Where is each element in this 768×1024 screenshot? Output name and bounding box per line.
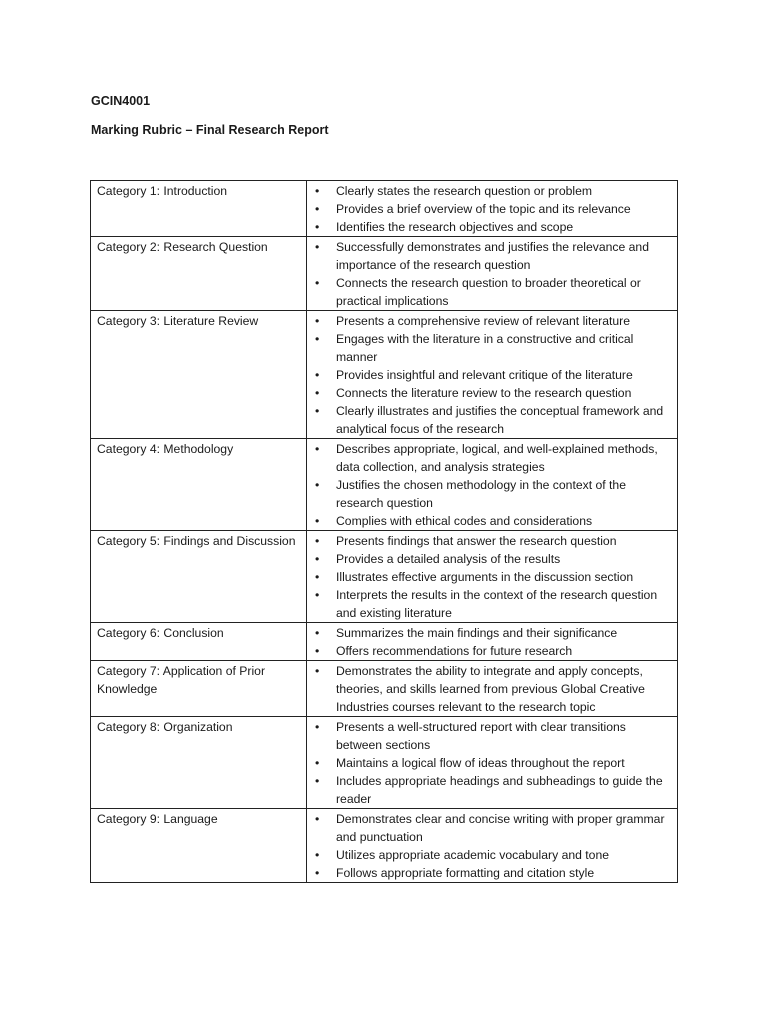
criteria-list bbox=[313, 532, 671, 622]
document-title: Marking Rubric – Final Research Report bbox=[91, 123, 329, 137]
criteria-item bbox=[313, 200, 671, 218]
rubric-category-label: Category 7: Application of Prior Knowledge bbox=[97, 664, 266, 696]
criteria-item bbox=[313, 274, 671, 310]
criteria-list bbox=[313, 238, 671, 310]
rubric-category-label: Category 5: Findings and Discussion bbox=[97, 534, 296, 548]
criteria-item bbox=[313, 182, 671, 200]
rubric-category-cell bbox=[91, 717, 307, 809]
criteria-item bbox=[313, 512, 671, 530]
criteria-text: Provides a brief overview of the topic and its relevance bbox=[336, 202, 631, 216]
rubric-category-cell bbox=[91, 439, 307, 531]
rubric-row bbox=[91, 439, 678, 531]
rubric-category-label: Category 1: Introduction bbox=[97, 184, 228, 198]
criteria-text: Clearly illustrates and justifies the conceptual framework and analytical focus of the research bbox=[336, 404, 664, 436]
rubric-criteria-cell bbox=[307, 181, 678, 237]
bullet-icon: • bbox=[315, 812, 320, 826]
rubric-category-cell bbox=[91, 623, 307, 661]
criteria-item bbox=[313, 218, 671, 236]
bullet-icon: • bbox=[315, 386, 320, 400]
bullet-icon: • bbox=[315, 314, 320, 328]
criteria-item bbox=[313, 586, 671, 622]
criteria-text: Connects the research question to broader theoretical or practical implications bbox=[336, 276, 641, 308]
criteria-text: Complies with ethical codes and considerations bbox=[336, 514, 593, 528]
criteria-text: Summarizes the main findings and their significance bbox=[336, 626, 618, 640]
criteria-text: Presents a comprehensive review of relevant literature bbox=[336, 314, 630, 328]
bullet-icon: • bbox=[315, 202, 320, 216]
bullet-icon: • bbox=[315, 220, 320, 234]
criteria-item bbox=[313, 440, 671, 476]
bullet-icon: • bbox=[315, 588, 320, 602]
rubric-criteria-cell bbox=[307, 717, 678, 809]
criteria-item bbox=[313, 312, 671, 330]
criteria-item bbox=[313, 718, 671, 754]
criteria-text: Follows appropriate formatting and citation style bbox=[336, 866, 595, 880]
criteria-item bbox=[313, 772, 671, 808]
bullet-icon: • bbox=[315, 552, 320, 566]
criteria-item bbox=[313, 642, 671, 660]
criteria-item bbox=[313, 754, 671, 772]
bullet-icon: • bbox=[315, 332, 320, 346]
criteria-item bbox=[313, 532, 671, 550]
criteria-list bbox=[313, 718, 671, 808]
bullet-icon: • bbox=[315, 478, 320, 492]
criteria-text: Identifies the research objectives and scope bbox=[336, 220, 574, 234]
criteria-list bbox=[313, 312, 671, 438]
criteria-text: Presents findings that answer the research question bbox=[336, 534, 617, 548]
criteria-item bbox=[313, 384, 671, 402]
rubric-category-label: Category 2: Research Question bbox=[97, 240, 268, 254]
rubric-row bbox=[91, 809, 678, 883]
rubric-criteria-cell bbox=[307, 237, 678, 311]
bullet-icon: • bbox=[315, 442, 320, 456]
rubric-category-label: Category 6: Conclusion bbox=[97, 626, 224, 640]
rubric-criteria-cell bbox=[307, 809, 678, 883]
criteria-text: Includes appropriate headings and subheadings to guide the reader bbox=[336, 774, 663, 806]
bullet-icon: • bbox=[315, 644, 320, 658]
criteria-item bbox=[313, 568, 671, 586]
rubric-criteria-cell bbox=[307, 439, 678, 531]
criteria-text: Describes appropriate, logical, and well-explained methods, data collection, and analysis strategies bbox=[336, 442, 658, 474]
rubric-category-cell bbox=[91, 311, 307, 439]
rubric-category-label: Category 8: Organization bbox=[97, 720, 233, 734]
criteria-list bbox=[313, 624, 671, 660]
bullet-icon: • bbox=[315, 756, 320, 770]
rubric-category-cell bbox=[91, 531, 307, 623]
criteria-item bbox=[313, 624, 671, 642]
bullet-icon: • bbox=[315, 866, 320, 880]
rubric-category-label: Category 3: Literature Review bbox=[97, 314, 259, 328]
criteria-text: Interprets the results in the context of the research question and existing literature bbox=[336, 588, 658, 620]
criteria-text: Provides insightful and relevant critique of the literature bbox=[336, 368, 633, 382]
rubric-table bbox=[90, 180, 678, 883]
rubric-criteria-cell bbox=[307, 311, 678, 439]
criteria-item bbox=[313, 864, 671, 882]
criteria-text: Demonstrates the ability to integrate and apply concepts, theories, and skills learned from previous Global Creative Industries courses relevant to the research topic bbox=[336, 664, 645, 714]
bullet-icon: • bbox=[315, 570, 320, 584]
criteria-text: Utilizes appropriate academic vocabulary and tone bbox=[336, 848, 610, 862]
rubric-category-cell bbox=[91, 809, 307, 883]
criteria-item bbox=[313, 662, 671, 716]
criteria-text: Engages with the literature in a constructive and critical manner bbox=[336, 332, 634, 364]
criteria-text: Provides a detailed analysis of the results bbox=[336, 552, 561, 566]
criteria-list bbox=[313, 182, 671, 236]
rubric-row bbox=[91, 661, 678, 717]
criteria-item bbox=[313, 550, 671, 568]
bullet-icon: • bbox=[315, 184, 320, 198]
criteria-list bbox=[313, 662, 671, 716]
criteria-list bbox=[313, 440, 671, 530]
criteria-text: Maintains a logical flow of ideas throughout the report bbox=[336, 756, 625, 770]
criteria-item bbox=[313, 366, 671, 384]
criteria-text: Illustrates effective arguments in the discussion section bbox=[336, 570, 634, 584]
rubric-category-cell bbox=[91, 661, 307, 717]
bullet-icon: • bbox=[315, 240, 320, 254]
criteria-list bbox=[313, 810, 671, 882]
bullet-icon: • bbox=[315, 368, 320, 382]
criteria-item bbox=[313, 330, 671, 366]
rubric-row bbox=[91, 181, 678, 237]
bullet-icon: • bbox=[315, 774, 320, 788]
criteria-text: Clearly states the research question or problem bbox=[336, 184, 593, 198]
rubric-criteria-cell bbox=[307, 661, 678, 717]
rubric-row bbox=[91, 237, 678, 311]
bullet-icon: • bbox=[315, 626, 320, 640]
bullet-icon: • bbox=[315, 514, 320, 528]
rubric-category-cell bbox=[91, 181, 307, 237]
course-code: GCIN4001 bbox=[91, 94, 151, 108]
criteria-item bbox=[313, 402, 671, 438]
criteria-text: Successfully demonstrates and justifies the relevance and importance of the research question bbox=[336, 240, 649, 272]
bullet-icon: • bbox=[315, 664, 320, 678]
rubric-category-label: Category 9: Language bbox=[97, 812, 218, 826]
rubric-row bbox=[91, 311, 678, 439]
bullet-icon: • bbox=[315, 276, 320, 290]
criteria-item bbox=[313, 810, 671, 846]
rubric-table-body bbox=[91, 181, 678, 883]
bullet-icon: • bbox=[315, 404, 320, 418]
criteria-text: Offers recommendations for future research bbox=[336, 644, 573, 658]
criteria-item bbox=[313, 476, 671, 512]
rubric-row bbox=[91, 623, 678, 661]
criteria-item bbox=[313, 238, 671, 274]
rubric-criteria-cell bbox=[307, 531, 678, 623]
criteria-item bbox=[313, 846, 671, 864]
criteria-text: Demonstrates clear and concise writing with proper grammar and punctuation bbox=[336, 812, 665, 844]
bullet-icon: • bbox=[315, 848, 320, 862]
criteria-text: Presents a well-structured report with clear transitions between sections bbox=[336, 720, 626, 752]
rubric-category-label: Category 4: Methodology bbox=[97, 442, 234, 456]
rubric-criteria-cell bbox=[307, 623, 678, 661]
criteria-text: Connects the literature review to the research question bbox=[336, 386, 632, 400]
rubric-row bbox=[91, 531, 678, 623]
bullet-icon: • bbox=[315, 720, 320, 734]
rubric-category-cell bbox=[91, 237, 307, 311]
bullet-icon: • bbox=[315, 534, 320, 548]
rubric-row bbox=[91, 717, 678, 809]
criteria-text: Justifies the chosen methodology in the context of the research question bbox=[336, 478, 626, 510]
